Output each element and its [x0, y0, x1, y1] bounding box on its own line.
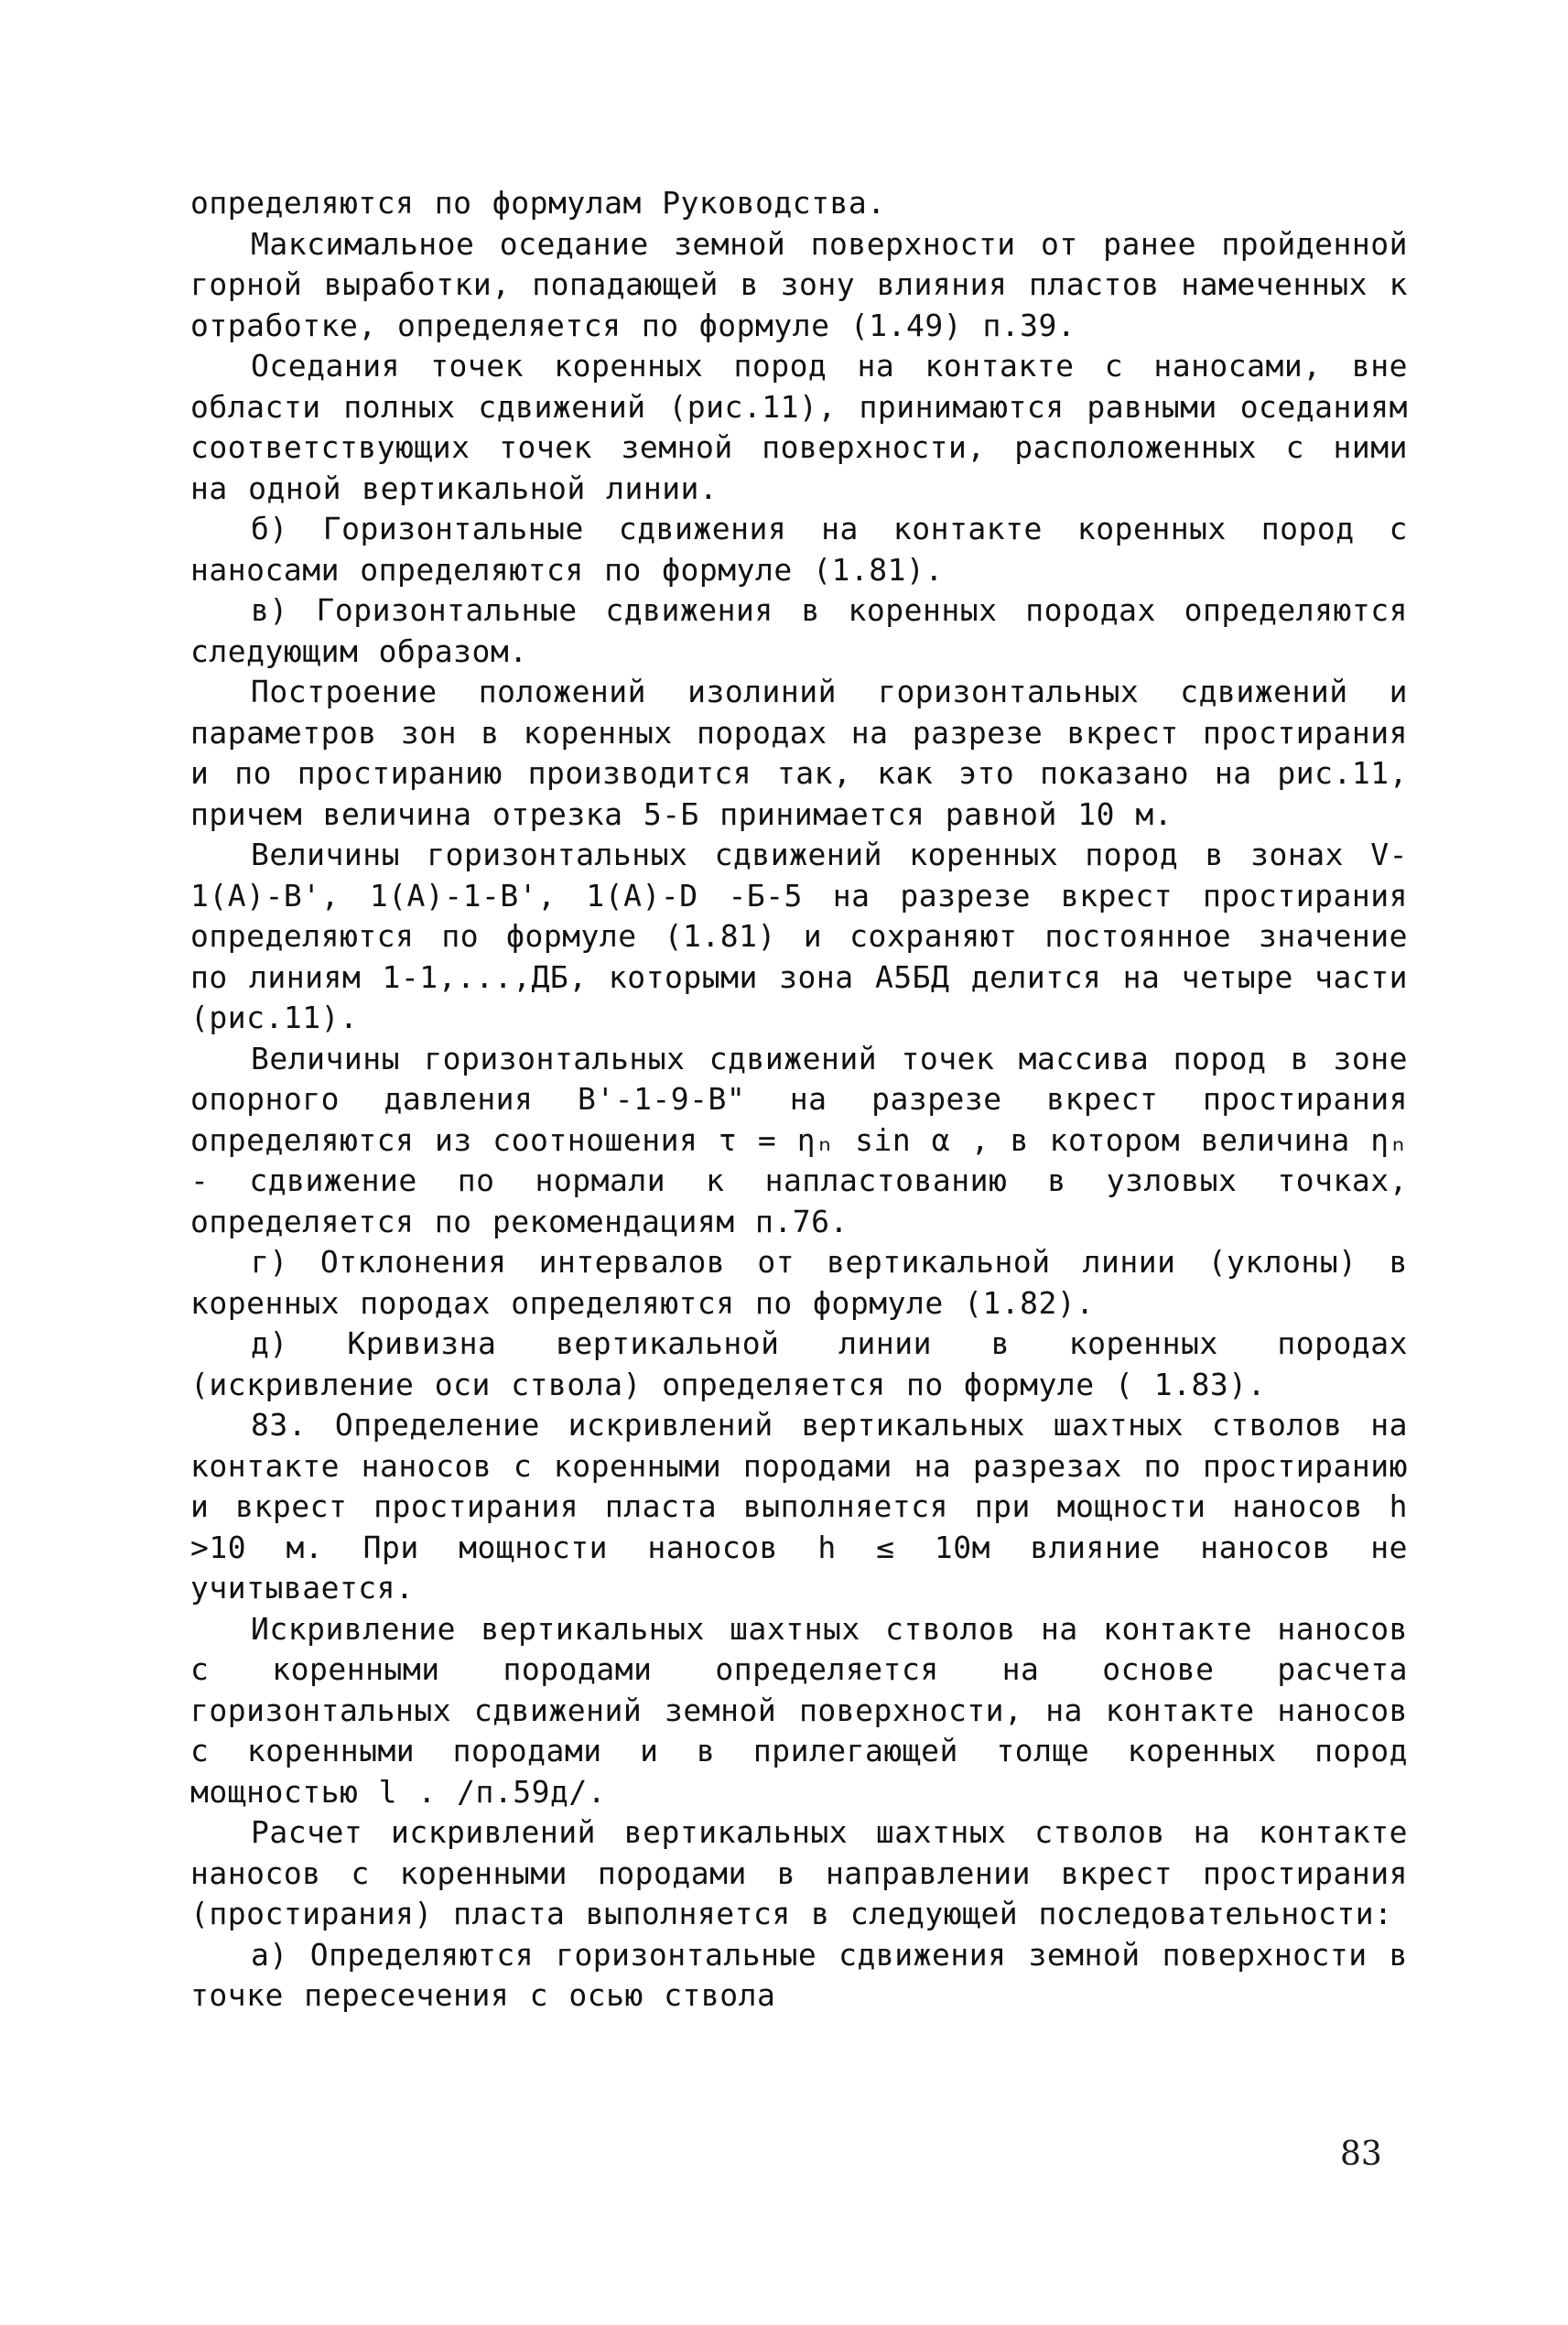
paragraph-5: в) Горизонтальные сдвижения в коренных породах определяются следующим образом. — [190, 592, 1408, 669]
paragraph-8: Величины горизонтальных сдвижений точек массива пород в зоне опорного давления B'-1-9-B" на разрезе вкрест простирания определяются из соотношения τ = ηₙ sin α , в котором величина ηₙ - сдвижение по нормали к напластованию в узловых точках, определяется по рекомендациям п.76. — [190, 1040, 1408, 1239]
paragraph-11: 83. Определение искривлений вертикальных шахтных стволов на контакте наносов с коренными породами на разрезах по простиранию и вкрест простирания пласта выполняется при мощности наносов h >10 м. При мощности наносов h ≤ 10м влияние наносов не учитывается. — [190, 1407, 1408, 1606]
paragraph-1: определяются по формулам Руководства. — [190, 185, 886, 221]
paragraph-7: Величины горизонтальных сдвижений коренных пород в зонах V-1(A)-B', 1(A)-1-B', 1(A)-D -Б-5 на разрезе вкрест простирания определяются по формуле (1.81) и сохраняют постоянное значение по линиям 1-1,...,ДБ, которыми зона А5БД делится на четыре части (рис.11). — [190, 837, 1408, 1035]
paragraph-2: Максимальное оседание земной поверхности от ранее пройденной горной выработки, попадающей в зону влияния пластов намеченных к отработке, определяется по формуле (1.49) п.39. — [190, 225, 1408, 343]
paragraph-14: а) Определяются горизонтальные сдвижения земной поверхности в точке пересечения с осью ствола — [190, 1936, 1408, 2013]
paragraph-10: д) Кривизна вертикальной линии в коренных породах (искривление оси ствола) определяется по формуле ( 1.83). — [190, 1325, 1408, 1402]
paragraph-13: Расчет искривлений вертикальных шахтных стволов на контакте наносов с коренными породами в направлении вкрест простирания (простирания) пласта выполняется в следующей последовательности: — [190, 1814, 1408, 1931]
document-page — [190, 183, 1408, 2017]
paragraph-12: Искривление вертикальных шахтных стволов на контакте наносов с коренными породами определяется на основе расчета горизонтальных сдвижений земной поверхности, на контакте наносов с коренными породами и в прилегающей толще коренных пород мощностью l . /п.59д/. — [190, 1610, 1408, 1810]
paragraph-4: б) Горизонтальные сдвижения на контакте коренных пород с наносами определяются по формуле (1.81). — [190, 511, 1408, 588]
paragraph-9: г) Отклонения интервалов от вертикальной линии (уклоны) в коренных породах определяются по формуле (1.82). — [190, 1244, 1408, 1321]
paragraph-6: Построение положений изолиний горизонтальных сдвижений и параметров зон в коренных породах на разрезе вкрест простирания и по простиранию производится так, как это показано на рис.11, причем величина отрезка 5-Б принимается равной 10 м. — [190, 674, 1408, 832]
page-number: 83 — [1340, 2136, 1382, 2173]
paragraph-3: Оседания точек коренных пород на контакте с наносами, вне области полных сдвижений (рис.11), принимаются равными оседаниям соответствующих точек земной поверхности, расположенных с ними на одной вертикальной линии. — [190, 348, 1408, 506]
